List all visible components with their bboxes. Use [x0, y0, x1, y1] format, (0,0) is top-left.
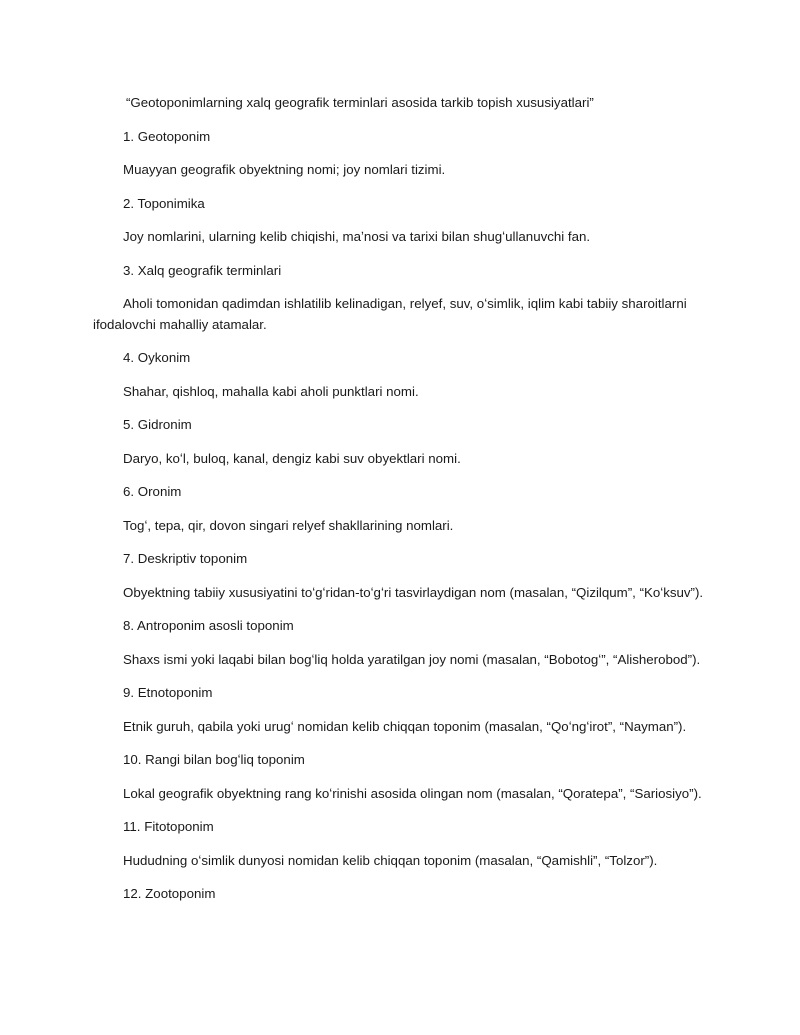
term-definition-10: Lokal geografik obyektning rang koʻrinishi asosida olingan nom (masalan, “Qoratepa”, “Sariosiyo”).	[123, 785, 702, 801]
term-heading-6: 6. Oronim	[123, 484, 182, 499]
term-heading-7: 7. Deskriptiv toponim	[123, 551, 248, 566]
term-definition-6: Togʻ, tepa, qir, dovon singari relyef shakllarining nomlari.	[123, 517, 454, 533]
term-definition-7: Obyektning tabiiy xususiyatini toʻgʻridan-toʻgʻri tasvirlaydigan nom (masalan, “Qizilqum”, “Koʻksuv”).	[123, 584, 704, 600]
term-heading-2: 2. Toponimika	[123, 195, 205, 211]
term-heading-4: 4. Oykonim	[123, 350, 191, 365]
term-definition-8: Shaxs ismi yoki laqabi bilan bogʻliq holda yaratilgan joy nomi (masalan, “Bobotogʻ”, “Alisherobod”).	[123, 651, 701, 667]
term-heading-11: 11. Fitotoponim	[123, 819, 214, 834]
term-definition-11: Hududning oʻsimlik dunyosi nomidan kelib chiqqan toponim (masalan, “Qamishli”, “Tolzor”).	[123, 852, 658, 868]
term-definition-9: Etnik guruh, qabila yoki urugʻ nomidan kelib chiqqan toponim (masalan, “Qoʻngʻirot”, “Nayman”).	[123, 718, 687, 734]
term-heading-3: 3. Xalq geografik terminlari	[123, 262, 282, 278]
term-heading-10: 10. Rangi bilan bogʻliq toponim	[123, 752, 305, 767]
term-heading-9: 9. Etnotoponim	[123, 685, 213, 700]
document-body	[93, 93, 708, 918]
term-definition-3: Aholi tomonidan qadimdan ishlatilib kelinadigan, relyef, suv, oʻsimlik, iqlim kabi tabiiy sharoitlarni ifodalovchi mahalliy atamalar.	[93, 296, 687, 332]
term-definition-5: Daryo, koʻl, buloq, kanal, dengiz kabi suv obyektlari nomi.	[123, 450, 461, 466]
term-heading-8: 8. Antroponim asosli toponim	[123, 618, 294, 633]
document-title: “Geotoponimlarning xalq geografik terminlari asosida tarkib topish xususiyatlari”	[126, 95, 594, 110]
term-definition-2: Joy nomlarini, ularning kelib chiqishi, maʼnosi va tarixi bilan shugʻullanuvchi fan.	[123, 229, 591, 244]
term-heading-1: 1. Geotoponim	[123, 128, 211, 144]
term-definition-4: Shahar, qishloq, mahalla kabi aholi punktlari nomi.	[123, 383, 419, 399]
term-heading-5: 5. Gidronim	[123, 417, 192, 432]
term-heading-12: 12. Zootoponim	[123, 886, 216, 901]
term-definition-1: Muayyan geografik obyektning nomi; joy nomlari tizimi.	[123, 162, 446, 177]
